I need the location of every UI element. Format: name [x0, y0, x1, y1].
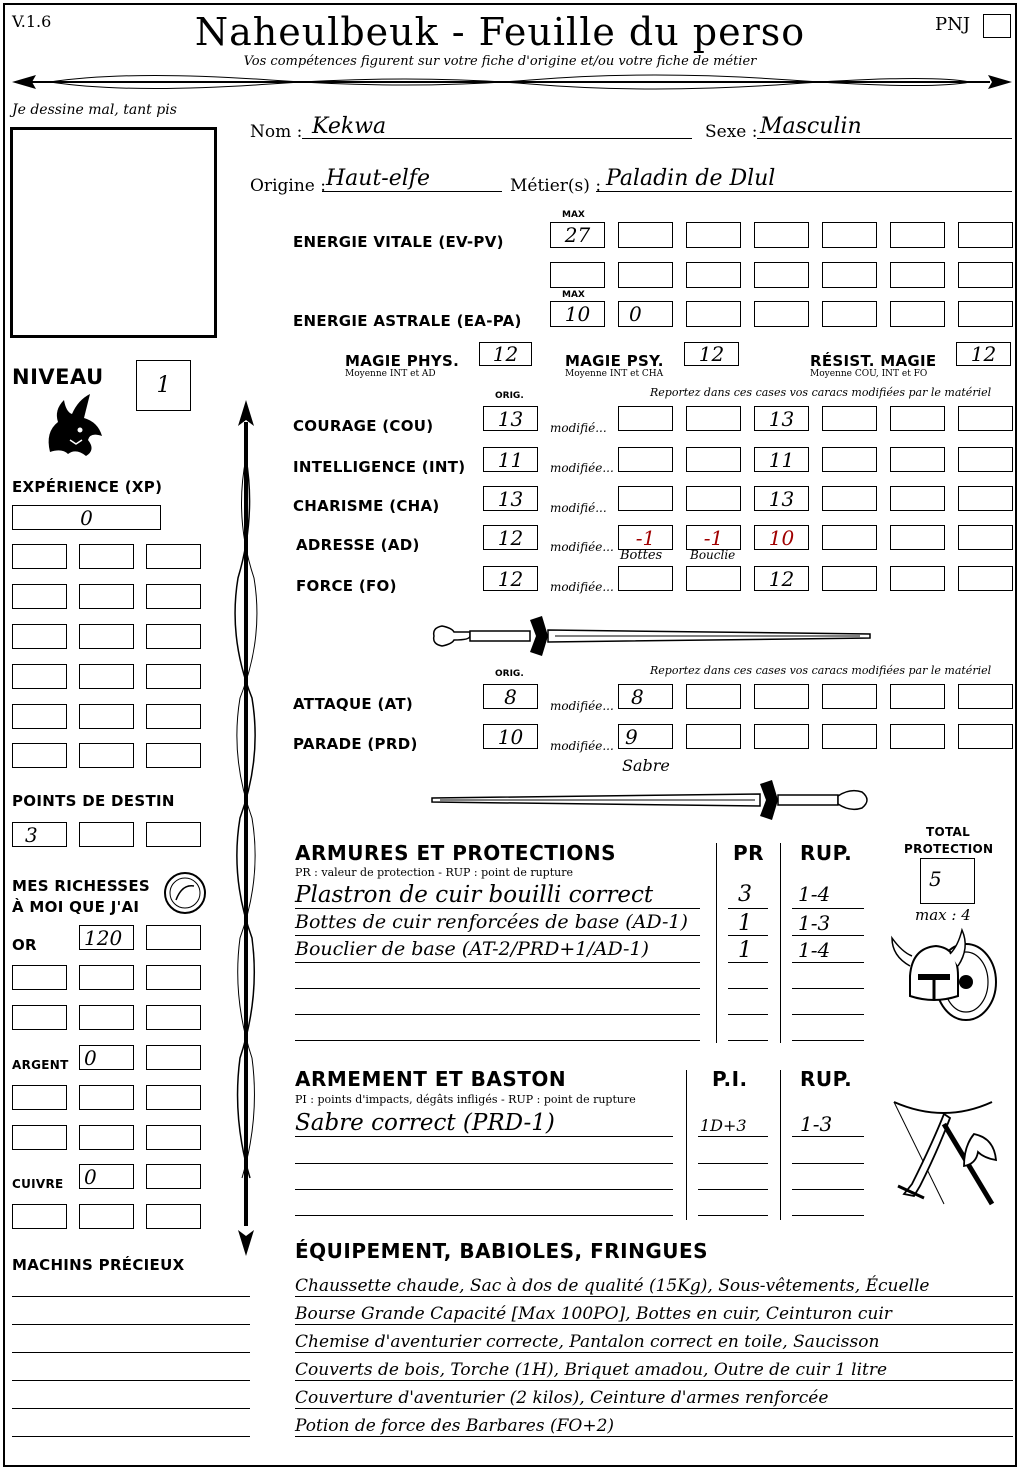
fo-label: FORCE (FO) — [296, 577, 397, 595]
equipement-line-text[interactable]: Chaussette chaude, Sac à dos de qualité (15Kg), Sous-vêtements, Écuelle — [295, 1276, 930, 1296]
armure-line[interactable] — [792, 1040, 864, 1041]
fo-final-box[interactable]: 12 — [754, 566, 809, 591]
ev-box[interactable] — [958, 222, 1013, 248]
helmet-shield-icon — [888, 926, 1003, 1026]
or-box[interactable] — [79, 1005, 134, 1030]
cou-mod-box[interactable] — [686, 406, 741, 431]
equipement-line — [295, 1408, 1013, 1409]
armures-divider — [716, 843, 717, 1043]
armement-divider — [686, 1070, 687, 1220]
fo-mod-box[interactable] — [822, 566, 877, 591]
resist-magie-label: RÉSIST. MAGIE — [810, 352, 937, 370]
equipement-line — [295, 1436, 1013, 1437]
total-protection-max: max : 4 — [915, 906, 971, 924]
armures-pr-header: PR — [733, 841, 765, 865]
destin-box[interactable]: 3 — [12, 822, 67, 847]
equipement-line-text[interactable]: Couverts de bois, Torche (1H), Briquet amadou, Outre de cuir 1 litre — [295, 1360, 888, 1380]
ad-mod-note-1: Bottes — [620, 548, 663, 563]
at-orig-box[interactable]: 8 — [483, 684, 538, 709]
metier-line — [596, 191, 1012, 192]
magie-phys-box[interactable]: 12 — [479, 342, 532, 366]
armure-line[interactable] — [792, 1014, 864, 1015]
int-orig-box[interactable]: 11 — [483, 447, 538, 472]
argent-box[interactable] — [12, 1125, 67, 1150]
armure-line — [728, 908, 768, 909]
or-label: OR — [12, 936, 37, 954]
prd-extra-box[interactable] — [822, 724, 877, 749]
ea-max-label: MAX — [562, 290, 585, 300]
prd-orig-box[interactable]: 10 — [483, 724, 538, 749]
machins-line[interactable] — [12, 1436, 250, 1437]
origine-line — [322, 191, 502, 192]
total-protection-label: TOTAL — [926, 825, 971, 839]
xp-extra-box[interactable] — [79, 584, 134, 609]
ad-label: ADRESSE (AD) — [296, 536, 420, 554]
armure-name[interactable]: Plastron de cuir bouilli correct — [295, 882, 654, 908]
ad-mod-box[interactable] — [890, 525, 945, 550]
machins-line[interactable] — [12, 1408, 250, 1409]
armure-rup[interactable]: 1-4 — [798, 938, 831, 962]
armement-sub: PI : points d'impacts, dégâts infligés - RUP : point de rupture — [295, 1093, 636, 1106]
cou-label: COURAGE (COU) — [293, 417, 434, 435]
armure-line[interactable] — [295, 1040, 700, 1041]
armure-rup[interactable]: 1-4 — [798, 882, 831, 906]
xp-extra-box[interactable] — [79, 664, 134, 689]
int-mod-box[interactable] — [822, 447, 877, 472]
argent-box[interactable] — [79, 1125, 134, 1150]
fo-mod-box[interactable] — [686, 566, 741, 591]
coin-icon — [162, 870, 208, 916]
prd-mod-note: Sabre — [622, 756, 670, 775]
or-box[interactable] — [12, 1005, 67, 1030]
portrait-caption: Je dessine mal, tant pis — [12, 102, 177, 118]
prd-mod-box[interactable]: 9 — [618, 724, 673, 749]
cha-mod-box[interactable] — [958, 486, 1013, 511]
xp-extra-box[interactable] — [12, 584, 67, 609]
arme-rup[interactable]: 1-3 — [800, 1112, 833, 1136]
total-protection-box[interactable]: 5 — [920, 858, 975, 904]
prd-extra-box[interactable] — [890, 724, 945, 749]
xp-extra-box[interactable] — [79, 743, 134, 768]
at-mod-label: modifiée... — [550, 699, 614, 713]
machins-line[interactable] — [12, 1296, 250, 1297]
armure-rup[interactable]: 1-3 — [798, 911, 831, 935]
armure-pr[interactable]: 3 — [738, 882, 752, 907]
at-extra-box[interactable] — [958, 684, 1013, 709]
arme-line[interactable] — [792, 1215, 864, 1216]
armement-divider — [780, 1070, 781, 1220]
or-box[interactable]: 120 — [79, 925, 134, 950]
cuivre-box[interactable] — [12, 1204, 67, 1229]
machins-line[interactable] — [12, 1380, 250, 1381]
ad-mod-box-1[interactable]: -1 — [618, 525, 673, 550]
arme-pi[interactable]: 1D+3 — [700, 1116, 747, 1135]
ad-mod-box-2[interactable]: -1 — [686, 525, 741, 550]
resist-magie-sub: Moyenne COU, INT et FO — [810, 369, 928, 379]
ev-max-box[interactable]: 27 — [550, 222, 605, 248]
cha-mod-box[interactable] — [686, 486, 741, 511]
armure-name[interactable]: Bottes de cuir renforcées de base (AD-1) — [295, 911, 688, 933]
machins-label: MACHINS PRÉCIEUX — [12, 1256, 185, 1274]
cuivre-box[interactable] — [79, 1204, 134, 1229]
xp-extra-box[interactable] — [146, 704, 201, 729]
nom-label: Nom : — [250, 122, 303, 142]
sheet-subtitle: Vos compétences figurent sur votre fiche d'origine et/ou votre fiche de métier — [243, 54, 757, 69]
xp-extra-box[interactable] — [146, 584, 201, 609]
xp-extra-box[interactable] — [146, 664, 201, 689]
equipement-title: ÉQUIPEMENT, BABIOLES, FRINGUES — [295, 1239, 709, 1263]
sexe-value[interactable]: Masculin — [760, 114, 862, 139]
armure-pr[interactable]: 1 — [738, 938, 752, 963]
int-mod-box[interactable] — [890, 447, 945, 472]
armement-rup-header: RUP. — [800, 1067, 853, 1091]
xp-extra-box[interactable] — [12, 624, 67, 649]
destin-box[interactable] — [146, 822, 201, 847]
sword-illustration — [430, 776, 875, 826]
at-extra-box[interactable] — [754, 684, 809, 709]
int-mod-box[interactable] — [686, 447, 741, 472]
sword-illustration — [430, 612, 875, 662]
argent-box[interactable] — [146, 1045, 201, 1070]
portrait-box[interactable] — [10, 127, 217, 338]
origine-value[interactable]: Haut-elfe — [326, 166, 430, 191]
armure-name[interactable]: Bouclier de base (AT-2/PRD+1/AD-1) — [295, 938, 649, 960]
equipement-line — [295, 1352, 1013, 1353]
origine-label: Origine : — [250, 176, 326, 196]
caracs-note: Reportez dans ces cases vos caracs modifiées par le matériel — [650, 386, 992, 399]
argent-box[interactable] — [146, 1125, 201, 1150]
armure-line — [728, 935, 768, 936]
weapons-icon — [884, 1094, 1004, 1214]
machins-line[interactable] — [12, 1324, 250, 1325]
ev-box[interactable] — [686, 222, 741, 248]
cuivre-label: CUIVRE — [12, 1177, 64, 1191]
arme-line[interactable] — [698, 1163, 768, 1164]
cha-label: CHARISME (CHA) — [293, 497, 440, 515]
armement-pi-header: P.I. — [712, 1067, 748, 1091]
richesses-label-2: À MOI QUE J'AI — [12, 898, 140, 916]
at-extra-box[interactable] — [890, 684, 945, 709]
sheet-title: Naheulbeuk - Feuille du perso — [194, 10, 806, 54]
ev-box[interactable] — [822, 262, 877, 288]
armure-line[interactable] — [728, 1014, 768, 1015]
armure-line — [792, 908, 864, 909]
arme-line[interactable] — [698, 1215, 768, 1216]
ev-box[interactable] — [754, 262, 809, 288]
ad-mod-note-2: Bouclie — [690, 548, 736, 562]
ev-box[interactable] — [618, 222, 673, 248]
combat-orig-label: ORIG. — [495, 669, 524, 679]
int-label: INTELLIGENCE (INT) — [293, 458, 466, 476]
nom-value[interactable]: Kekwa — [312, 114, 387, 139]
argent-box[interactable] — [12, 1085, 67, 1110]
combat-note: Reportez dans ces cases vos caracs modifiées par le matériel — [650, 664, 992, 677]
spear-illustration — [228, 398, 264, 1258]
argent-box[interactable] — [79, 1085, 134, 1110]
arme-line[interactable] — [295, 1163, 673, 1164]
niveau-label: NIVEAU — [12, 365, 104, 389]
xp-extra-box[interactable] — [12, 664, 67, 689]
pnj-label: PNJ — [935, 14, 971, 35]
cha-mod-box[interactable] — [890, 486, 945, 511]
destin-box[interactable] — [79, 822, 134, 847]
ea-label: ENERGIE ASTRALE (EA-PA) — [293, 312, 522, 330]
niveau-box[interactable]: 1 — [136, 360, 191, 411]
arme-line[interactable] — [295, 1215, 673, 1216]
or-box[interactable] — [79, 965, 134, 990]
ea-box[interactable] — [754, 301, 809, 327]
prd-extra-box[interactable] — [754, 724, 809, 749]
prd-mod-label: modifiée... — [550, 739, 614, 753]
arme-line[interactable] — [792, 1163, 864, 1164]
armure-line[interactable] — [295, 1014, 700, 1015]
equipement-line-text[interactable]: Couverture d'aventurier (2 kilos), Ceinture d'armes renforcée — [295, 1388, 829, 1408]
ev-max-label: MAX — [562, 210, 585, 220]
ad-final-box[interactable]: 10 — [754, 525, 809, 550]
cou-final-box[interactable]: 13 — [754, 406, 809, 431]
equipement-line-text[interactable]: Potion de force des Barbares (FO+2) — [295, 1416, 615, 1436]
int-mod-box[interactable] — [618, 447, 673, 472]
xp-extra-box[interactable] — [12, 544, 67, 569]
ad-mod-label: modifiée... — [550, 540, 614, 554]
xp-label: EXPÉRIENCE (XP) — [12, 478, 163, 496]
ev-box[interactable] — [890, 222, 945, 248]
or-box[interactable] — [146, 1005, 201, 1030]
machins-line[interactable] — [12, 1352, 250, 1353]
fo-mod-label: modifiée... — [550, 580, 614, 594]
arme-line — [295, 1136, 673, 1137]
ea-current-box[interactable]: 0 — [618, 301, 673, 327]
cou-mod-label: modifié... — [550, 421, 607, 435]
ea-max-box[interactable]: 10 — [550, 301, 605, 327]
at-extra-box[interactable] — [822, 684, 877, 709]
ev-box[interactable] — [754, 222, 809, 248]
magie-phys-sub: Moyenne INT et AD — [345, 369, 436, 379]
at-mod-box[interactable]: 8 — [618, 684, 673, 709]
armure-line — [295, 908, 700, 909]
xp-extra-box[interactable] — [12, 704, 67, 729]
ad-orig-box[interactable]: 12 — [483, 525, 538, 550]
arme-line[interactable] — [698, 1189, 768, 1190]
cuivre-box[interactable] — [146, 1164, 201, 1189]
ea-box[interactable] — [686, 301, 741, 327]
armure-line[interactable] — [728, 988, 768, 989]
int-final-box[interactable]: 11 — [754, 447, 809, 472]
armement-title: ARMEMENT ET BASTON — [295, 1067, 567, 1091]
equipement-line-text[interactable]: Chemise d'aventurier correcte, Pantalon correct en toile, Saucisson — [295, 1332, 880, 1352]
magie-psy-box[interactable]: 12 — [684, 342, 739, 366]
caracs-orig-label: ORIG. — [495, 391, 524, 401]
equipement-line — [295, 1380, 1013, 1381]
at-label: ATTAQUE (AT) — [293, 695, 414, 713]
or-box[interactable] — [146, 925, 201, 950]
ea-box[interactable] — [822, 301, 877, 327]
armures-rup-header: RUP. — [800, 841, 853, 865]
armures-divider — [780, 843, 781, 1043]
cuivre-box[interactable] — [146, 1204, 201, 1229]
equipement-line-text[interactable]: Bourse Grande Capacité [Max 100PO], Bottes en cuir, Ceinturon cuir — [295, 1304, 892, 1324]
ev-box[interactable] — [822, 222, 877, 248]
cuivre-box[interactable]: 0 — [79, 1164, 134, 1189]
arme-line[interactable] — [295, 1189, 673, 1190]
magie-phys-label: MAGIE PHYS. — [345, 352, 460, 370]
equipement-line — [295, 1324, 1013, 1325]
xp-extra-box[interactable] — [146, 544, 201, 569]
int-mod-label: modifiée... — [550, 461, 614, 475]
or-box[interactable] — [12, 965, 67, 990]
cha-mod-label: modifié... — [550, 501, 607, 515]
metier-label: Métier(s) : — [510, 176, 602, 196]
xp-extra-box[interactable] — [146, 624, 201, 649]
arme-name[interactable]: Sabre correct (PRD-1) — [295, 1110, 555, 1136]
xp-extra-box[interactable] — [79, 544, 134, 569]
cou-mod-box[interactable] — [890, 406, 945, 431]
armure-line[interactable] — [728, 1040, 768, 1041]
xp-extra-box[interactable] — [79, 704, 134, 729]
ev-label: ENERGIE VITALE (EV-PV) — [293, 233, 504, 251]
magie-psy-sub: Moyenne INT et CHA — [565, 369, 664, 379]
xp-extra-box[interactable] — [12, 743, 67, 768]
prd-label: PARADE (PRD) — [293, 735, 418, 753]
pnj-checkbox[interactable] — [983, 14, 1011, 38]
armures-title: ARMURES ET PROTECTIONS — [295, 841, 616, 865]
cha-mod-box[interactable] — [822, 486, 877, 511]
cou-mod-box[interactable] — [958, 406, 1013, 431]
ev-box[interactable] — [550, 262, 605, 288]
destin-label: POINTS DE DESTIN — [12, 792, 175, 810]
sexe-label: Sexe : — [705, 122, 758, 142]
ev-box[interactable] — [618, 262, 673, 288]
cha-orig-box[interactable]: 13 — [483, 486, 538, 511]
prd-extra-box[interactable] — [686, 724, 741, 749]
argent-box[interactable]: 0 — [79, 1045, 134, 1070]
prd-extra-box[interactable] — [958, 724, 1013, 749]
total-protection-label-2: PROTECTION — [904, 842, 994, 856]
cou-mod-box[interactable] — [822, 406, 877, 431]
fo-orig-box[interactable]: 12 — [483, 566, 538, 591]
cha-mod-box[interactable] — [618, 486, 673, 511]
armure-line — [792, 935, 864, 936]
cou-orig-box[interactable]: 13 — [483, 406, 538, 431]
ad-mod-box[interactable] — [958, 525, 1013, 550]
ev-box[interactable] — [958, 262, 1013, 288]
fo-mod-box[interactable] — [958, 566, 1013, 591]
argent-box[interactable] — [146, 1085, 201, 1110]
ea-box[interactable] — [958, 301, 1013, 327]
arme-line[interactable] — [792, 1189, 864, 1190]
at-extra-box[interactable] — [686, 684, 741, 709]
argent-label: ARGENT — [12, 1058, 69, 1072]
xp-extra-box[interactable] — [79, 624, 134, 649]
armure-line — [792, 962, 864, 963]
cha-final-box[interactable]: 13 — [754, 486, 809, 511]
fo-mod-box[interactable] — [618, 566, 673, 591]
metier-value[interactable]: Paladin de Dlul — [606, 166, 776, 191]
version-label: V.1.6 — [12, 12, 52, 31]
equipement-line — [295, 1296, 1013, 1297]
armure-line[interactable] — [295, 988, 700, 989]
cou-mod-box[interactable] — [618, 406, 673, 431]
xp-extra-box[interactable] — [146, 743, 201, 768]
header-spear-divider — [10, 68, 1014, 98]
armure-pr[interactable]: 1 — [738, 911, 752, 936]
ev-box[interactable] — [890, 262, 945, 288]
arme-line — [792, 1136, 864, 1137]
or-box[interactable] — [146, 965, 201, 990]
ev-box[interactable] — [686, 262, 741, 288]
dragon-icon — [40, 392, 105, 462]
ea-box[interactable] — [890, 301, 945, 327]
ad-mod-box[interactable] — [822, 525, 877, 550]
armure-line — [295, 935, 700, 936]
magie-psy-label: MAGIE PSY. — [565, 352, 664, 370]
armures-sub: PR : valeur de protection - RUP : point de rupture — [295, 866, 573, 879]
resist-magie-box[interactable]: 12 — [956, 342, 1011, 366]
int-mod-box[interactable] — [958, 447, 1013, 472]
richesses-label: MES RICHESSES — [12, 877, 151, 895]
fo-mod-box[interactable] — [890, 566, 945, 591]
armure-line — [728, 962, 768, 963]
arme-line — [698, 1136, 768, 1137]
armure-line — [295, 962, 700, 963]
armure-line[interactable] — [792, 988, 864, 989]
xp-box[interactable]: 0 — [12, 505, 161, 530]
